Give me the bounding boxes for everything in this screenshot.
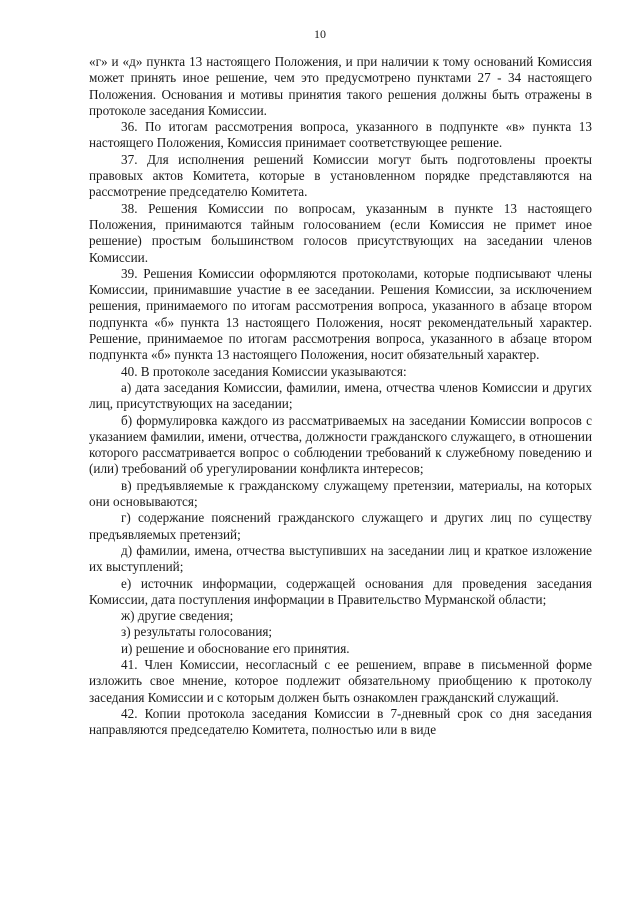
- paragraph-42: 42. Копии протокола заседания Комиссии в 7-дневный срок со дня заседания направляются председателю Комитета, полностью или в виде: [89, 705, 592, 738]
- list-item-b: б) формулировка каждого из рассматриваемых на заседании Комиссии вопросов с указанием фамилии, имени, отчества, должности гражданского служащего, в отношении которого рассматривается вопрос о соблюдении требований к служебному поведению и (или) требований об урегулировании конфликта интересов;: [89, 412, 592, 477]
- page-number: 10: [314, 27, 326, 41]
- list-item-zh: ж) другие сведения;: [121, 608, 234, 624]
- list-item-a: а) дата заседания Комиссии, фамилии, имена, отчества членов Комиссии и других лиц, присутствующих на заседании;: [89, 379, 592, 412]
- list-item-d: д) фамилии, имена, отчества выступивших на заседании лиц и краткое изложение их выступлений;: [89, 542, 592, 575]
- list-item-v: в) предъявляемые к гражданскому служащему претензии, материалы, на которых они основываются;: [89, 477, 592, 510]
- paragraph-38: 38. Решения Комиссии по вопросам, указанным в пункте 13 настоящего Положения, принимаются тайным голосованием (если Комиссия не примет иное решение) простым большинством голосов присутствующих на заседании членов Комиссии.: [89, 200, 592, 265]
- paragraph-41: 41. Член Комиссии, несогласный с ее решением, вправе в письменной форме изложить свое мнение, которое подлежит обязательному приобщению к протоколу заседания Комиссии и с которым должен быть ознакомлен гражданский служащий.: [89, 656, 592, 705]
- paragraph-37: 37. Для исполнения решений Комиссии могут быть подготовлены проекты правовых актов Комитета, которые в установленном порядке представляются на рассмотрение председателю Комитета.: [89, 151, 592, 200]
- paragraph-36: 36. По итогам рассмотрения вопроса, указанного в подпункте «в» пункта 13 настоящего Положения, Комиссия принимает соответствующее решение.: [89, 119, 592, 151]
- document-body: [89, 54, 592, 738]
- paragraph-39: 39. Решения Комиссии оформляются протоколами, которые подписывают члены Комиссии, принимавшие участие в ее заседании. Решения Комиссии, за исключением решения, принимаемого по итогам рассмотрения вопроса, указанного в абзаце втором подпункта «б» пункта 13 настоящего Положения, носят рекомендательный характер. Решение, принимаемое по итогам рассмотрения вопроса, указанного в абзаце втором подпункта «б» пункта 13 настоящего Положения, носит обязательный характер.: [89, 265, 592, 363]
- list-item-z: з) результаты голосования;: [121, 624, 273, 640]
- list-item-g: г) содержание пояснений гражданского служащего и других лиц по существу предъявляемых претензий;: [89, 510, 592, 542]
- paragraph-40: 40. В протоколе заседания Комиссии указываются:: [121, 363, 407, 379]
- list-item-e: е) источник информации, содержащей основания для проведения заседания Комиссии, дата поступления информации в Правительство Мурманской области;: [89, 575, 592, 607]
- paragraph-continuation: «г» и «д» пункта 13 настоящего Положения, и при наличии к тому оснований Комиссия может принять иное решение, чем это предусмотрено пунктами 27 - 34 настоящего Положения. Основания и мотивы принятия такого решения должны быть отражены в протоколе заседания Комиссии.: [89, 54, 592, 118]
- list-item-i: и) решение и обоснование его принятия.: [121, 640, 350, 656]
